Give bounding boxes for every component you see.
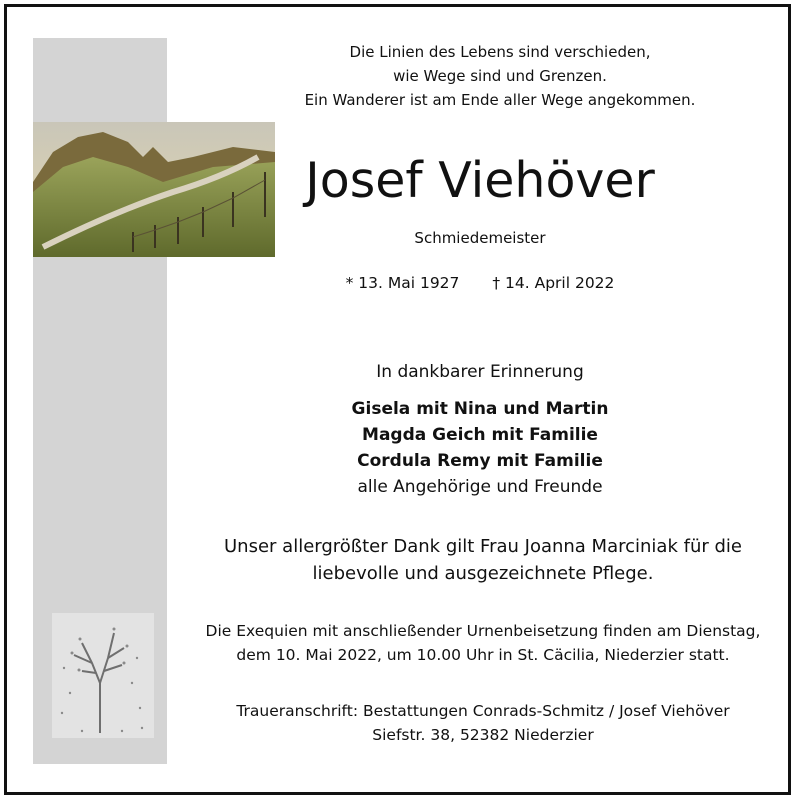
service-info [200,619,766,667]
thanks-note [200,533,766,587]
death-date: † 14. April 2022 [492,274,615,292]
profession: Schmiedemeister [414,229,546,247]
address-line: Siefstr. 38, 52382 Niederzier [372,726,594,744]
birth-date: * 13. Mai 1927 [345,274,460,292]
life-dates [280,271,680,295]
memory-heading: In dankbarer Erinnerung [376,362,584,382]
thanks-line: Unser allergrößter Dank gilt Frau Joanna Marciniak für die [224,536,742,557]
service-line: dem 10. Mai 2022, um 10.00 Uhr in St. Cäcilia, Niederzier statt. [236,646,730,664]
poem-line: wie Wege sind und Grenzen. [393,67,607,85]
mourner: alle Angehörige und Freunde [357,477,603,497]
mourning-address [200,699,766,747]
tree-illustration [52,613,154,738]
mourner: Cordula Remy mit Familie [357,451,603,471]
poem [210,40,790,112]
poem-line: Ein Wanderer ist am Ende aller Wege angekommen. [304,91,696,109]
mourners-list [250,396,710,500]
mourner: Gisela mit Nina und Martin [351,399,609,419]
service-line: Die Exequien mit anschließender Urnenbeisetzung finden am Dienstag, [205,622,761,640]
poem-line: Die Linien des Lebens sind verschieden, [349,43,651,61]
thanks-line: liebevolle und ausgezeichnete Pflege. [312,563,654,584]
mourner: Magda Geich mit Familie [362,425,598,445]
address-line: Traueranschrift: Bestattungen Conrads-Schmitz / Josef Viehöver [236,702,730,720]
deceased-name: Josef Viehöver [305,152,655,209]
